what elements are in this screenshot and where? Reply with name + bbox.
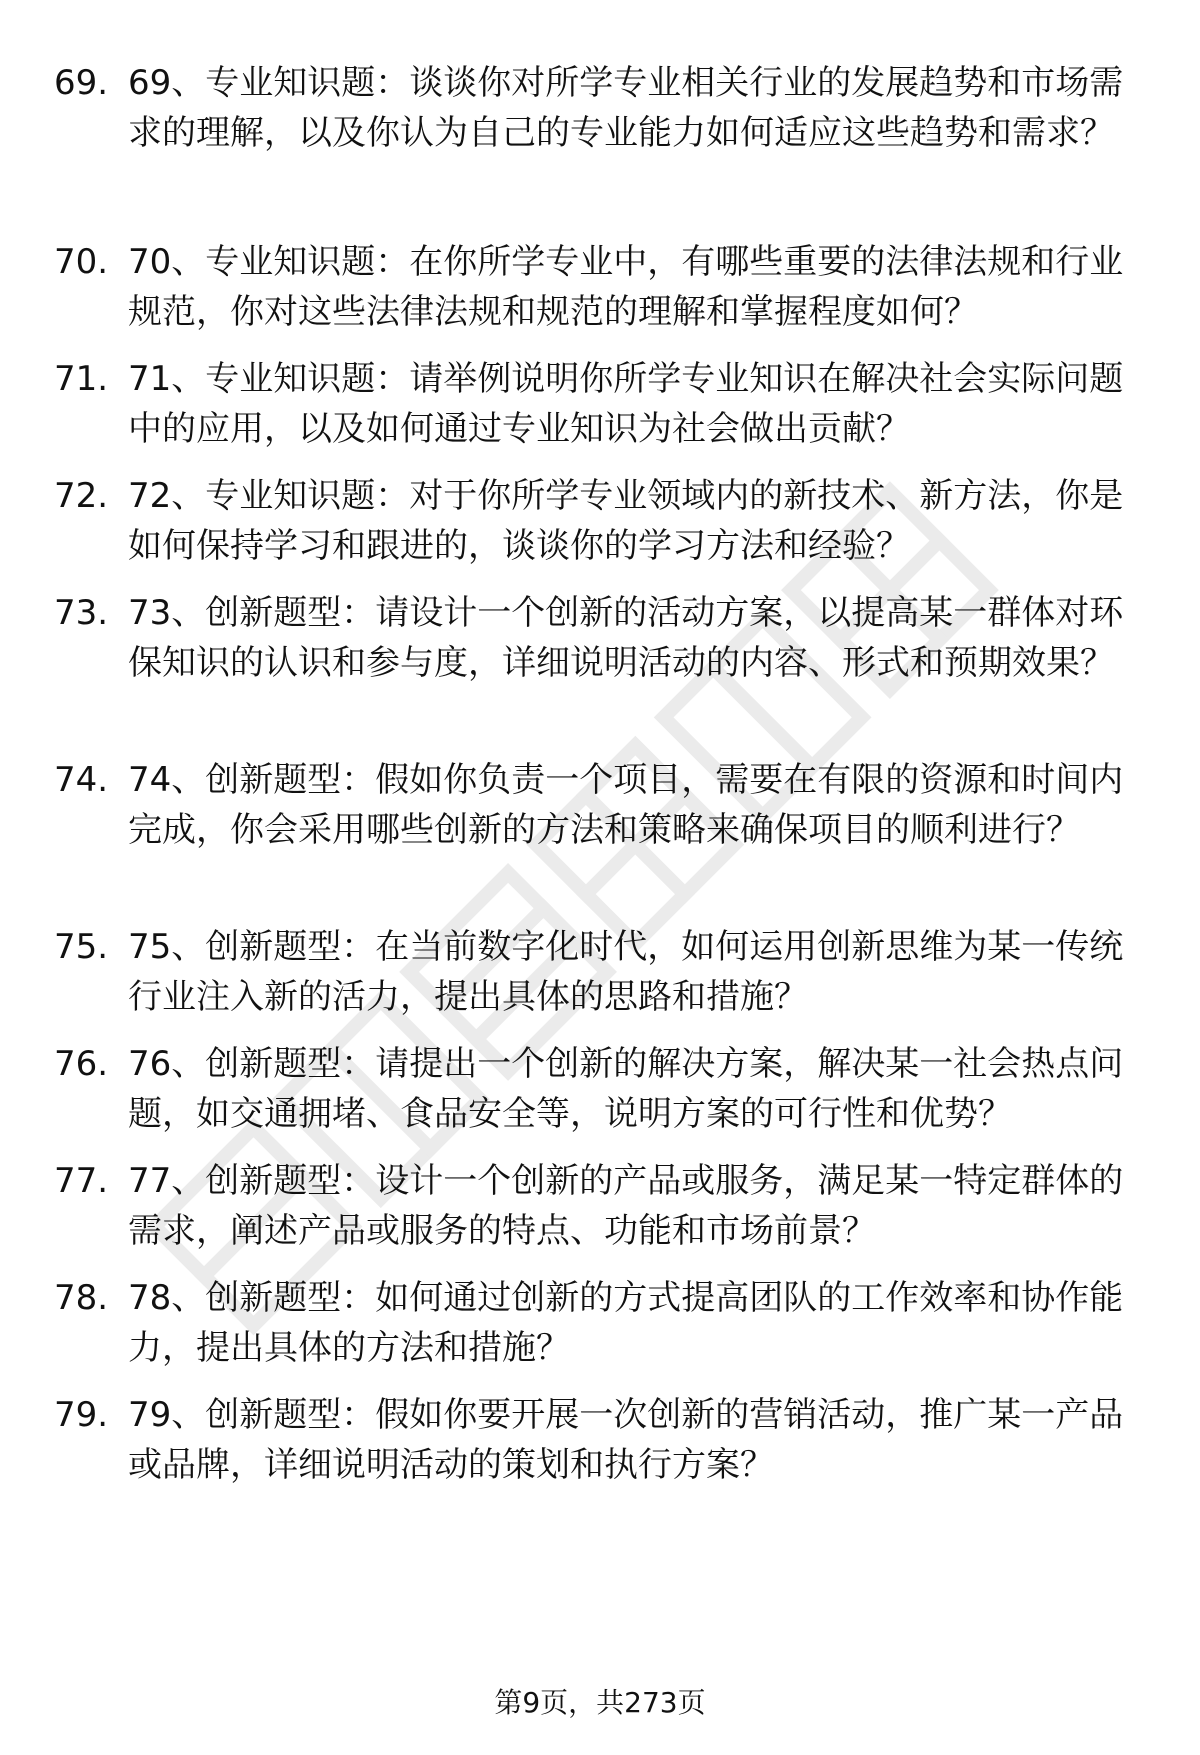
question-item-69 xyxy=(0,58,1200,208)
question-item-78 xyxy=(0,1273,1200,1390)
question-number: 75. xyxy=(54,927,109,967)
question-item-74 xyxy=(0,755,1200,922)
question-number: 78. xyxy=(54,1278,109,1318)
question-text: 72、专业知识题：对于你所学专业领域内的新技术、新方法，你是如何保持学习和跟进的，谈谈你的学习方法和经验？ xyxy=(128,476,1124,566)
question-item-79 xyxy=(0,1390,1200,1507)
question-text: 77、创新题型：设计一个创新的产品或服务，满足某一特定群体的需求，阐述产品或服务的特点、功能和市场前景？ xyxy=(128,1161,1124,1251)
question-number: 73. xyxy=(54,593,109,633)
question-text: 76、创新题型：请提出一个创新的解决方案，解决某一社会热点问题，如交通拥堵、食品安全等，说明方案的可行性和优势？ xyxy=(128,1044,1124,1134)
question-number: 72. xyxy=(54,476,109,516)
question-item-77 xyxy=(0,1156,1200,1273)
question-number: 71. xyxy=(54,359,109,399)
question-item-70 xyxy=(0,237,1200,354)
question-text: 79、创新题型：假如你要开展一次创新的营销活动，推广某一产品或品牌，详细说明活动的策划和执行方案？ xyxy=(128,1395,1124,1485)
question-text: 74、创新题型：假如你负责一个项目，需要在有限的资源和时间内完成，你会采用哪些创新的方法和策略来确保项目的顺利进行？ xyxy=(128,760,1124,850)
question-text: 75、创新题型：在当前数字化时代，如何运用创新思维为某一传统行业注入新的活力，提出具体的思路和措施？ xyxy=(128,927,1124,1017)
question-text: 78、创新题型：如何通过创新的方式提高团队的工作效率和协作能力，提出具体的方法和措施？ xyxy=(128,1278,1124,1368)
question-number: 74. xyxy=(54,760,109,800)
question-number: 77. xyxy=(54,1161,109,1201)
question-text: 70、专业知识题：在你所学专业中，有哪些重要的法律法规和行业规范，你对这些法律法规和规范的理解和掌握程度如何？ xyxy=(128,242,1124,332)
question-text: 71、专业知识题：请举例说明你所学专业知识在解决社会实际问题中的应用，以及如何通过专业知识为社会做出贡献？ xyxy=(128,359,1124,449)
question-number: 79. xyxy=(54,1395,109,1435)
question-item-72 xyxy=(0,471,1200,588)
question-item-75 xyxy=(0,922,1200,1039)
question-item-73 xyxy=(0,588,1200,755)
question-text: 73、创新题型：请设计一个创新的活动方案，以提高某一群体对环保知识的认识和参与度，详细说明活动的内容、形式和预期效果？ xyxy=(128,593,1124,683)
question-item-76 xyxy=(0,1039,1200,1156)
question-text: 69、专业知识题：谈谈你对所学专业相关行业的发展趋势和市场需求的理解，以及你认为自己的专业能力如何适应这些趋势和需求？ xyxy=(128,63,1124,153)
page-footer: 第9页，共273页 xyxy=(494,1686,706,1719)
question-number: 76. xyxy=(54,1044,109,1084)
question-number: 69. xyxy=(54,63,109,103)
question-item-71 xyxy=(0,354,1200,471)
question-list xyxy=(0,58,1200,1507)
question-number: 70. xyxy=(54,242,109,282)
